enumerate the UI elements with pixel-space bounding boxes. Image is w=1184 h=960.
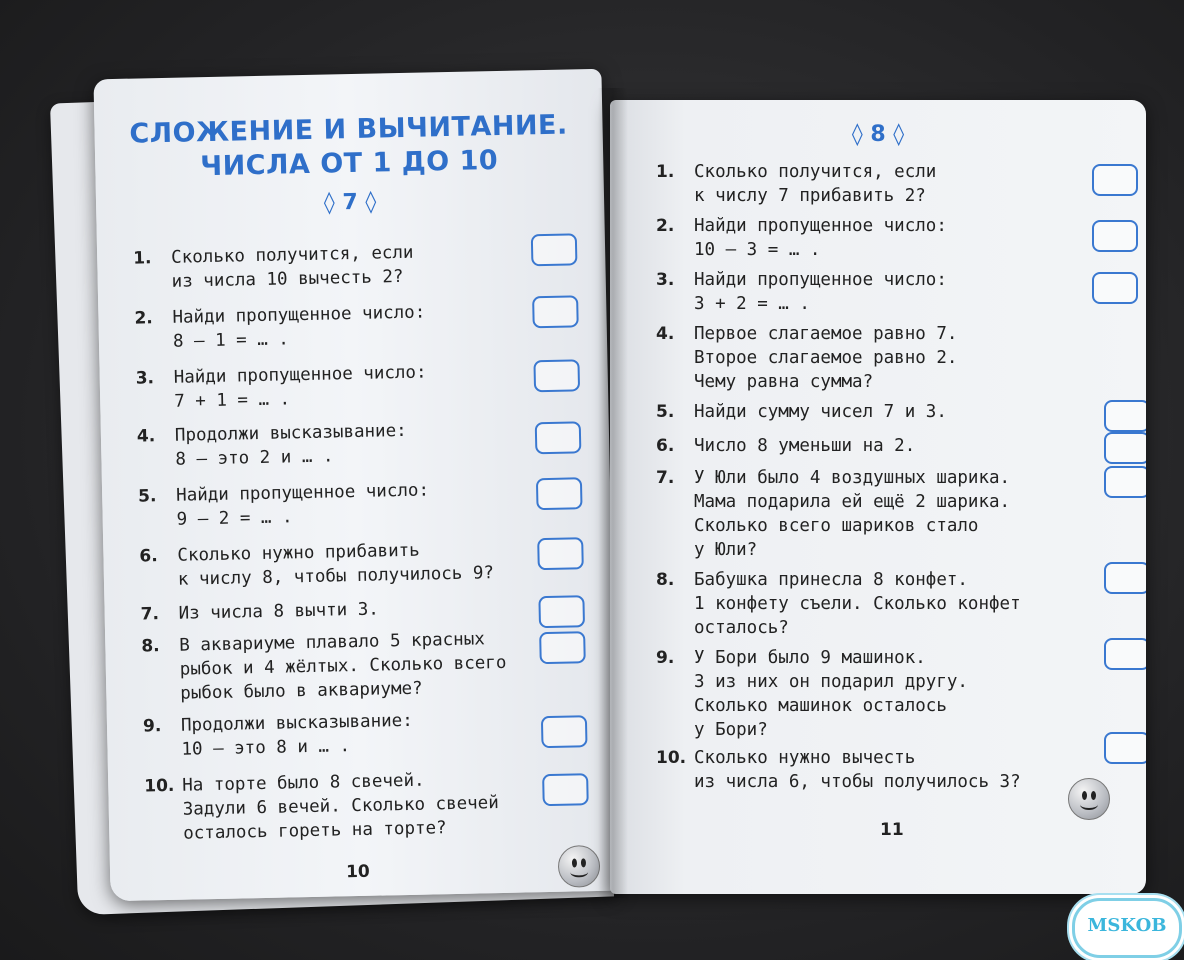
answer-box[interactable] xyxy=(1104,562,1146,594)
answer-box[interactable] xyxy=(531,233,578,266)
question-text: Найди пропущенное число: 3 + 2 = … . xyxy=(694,270,947,314)
right-page xyxy=(610,100,1146,894)
question-text: Первое слагаемое равно 7. Второе слагаемое равно 2. Чему равна сумма? xyxy=(694,324,958,392)
question-number: 10. xyxy=(656,748,687,768)
page-title-line-1: СЛОЖЕНИЕ И ВЫЧИТАНИЕ. xyxy=(129,109,569,150)
question-text: В аквариуме плавало 5 красных рыбок и 4 жёлтых. Сколько всего рыбок было в аквариуме? xyxy=(179,629,507,704)
smiley-icon xyxy=(1068,778,1110,820)
answer-box[interactable] xyxy=(532,295,579,328)
page-title-line-2: ЧИСЛА ОТ 1 ДО 10 xyxy=(200,144,499,183)
question-number: 2. xyxy=(134,308,153,329)
answer-box[interactable] xyxy=(1092,220,1138,252)
answer-box[interactable] xyxy=(538,595,585,628)
answer-box[interactable] xyxy=(537,537,584,570)
question-number: 6. xyxy=(139,546,158,567)
question-text: Продолжи высказывание: 10 – это 8 и … . xyxy=(180,710,413,760)
question-number: 7. xyxy=(140,604,160,625)
question-number: 6. xyxy=(656,436,675,456)
watermark-text: MSKOB xyxy=(1087,915,1167,936)
question-text: Сколько получится, если к числу 7 прибавить 2? xyxy=(694,162,937,206)
question-text: Сколько получится, если из числа 10 вычесть 2? xyxy=(170,242,414,292)
question-text: Найди сумму чисел 7 и 3. xyxy=(694,402,947,422)
question-number: 8. xyxy=(141,636,160,657)
question-number: 7. xyxy=(656,468,675,488)
section-number: ◊ 7 ◊ xyxy=(323,189,377,216)
question-text: У Бори было 9 машинок. 3 из них он подарил другу. Сколько машинок осталось у Бори? xyxy=(694,648,968,740)
question-text: Сколько нужно прибавить к числу 8, чтобы получилось 9? xyxy=(177,540,495,590)
page-number: 10 xyxy=(345,861,370,883)
answer-box[interactable] xyxy=(533,359,580,392)
question-number: 9. xyxy=(142,716,162,737)
page-number: 11 xyxy=(880,820,904,840)
question-text: Найди пропущенное число: 7 + 1 = … . xyxy=(173,362,427,412)
question-text: Продолжи высказывание: 8 – это 2 и … . xyxy=(174,420,407,470)
question-text: Число 8 уменьши на 2. xyxy=(694,436,916,456)
question-text: Из числа 8 вычти 3. xyxy=(178,599,380,624)
watermark-logo xyxy=(1072,898,1182,958)
question-text: Найди пропущенное число: 9 – 2 = … . xyxy=(175,480,430,530)
question-number: 9. xyxy=(656,648,675,668)
answer-box[interactable] xyxy=(1092,164,1138,196)
question-number: 1. xyxy=(133,248,152,269)
question-text: Сколько нужно вычесть из числа 6, чтобы получилось 3? xyxy=(694,748,1021,792)
question-text: Бабушка принесла 8 конфет. 1 конфету съели. Сколько конфет осталось? xyxy=(694,570,1021,638)
answer-box[interactable] xyxy=(1104,400,1146,432)
question-text: Найди пропущенное число: 10 – 3 = … . xyxy=(694,216,947,260)
question-number: 3. xyxy=(135,368,155,389)
open-workbook xyxy=(58,40,1148,920)
smiley-icon xyxy=(558,845,601,888)
question-number: 5. xyxy=(656,402,675,422)
answer-box[interactable] xyxy=(1092,272,1138,304)
answer-box[interactable] xyxy=(1104,466,1146,498)
question-number: 10. xyxy=(144,775,175,797)
question-number: 2. xyxy=(656,216,675,236)
answer-box[interactable] xyxy=(1104,432,1146,464)
section-number: ◊ 8 ◊ xyxy=(851,122,905,147)
question-number: 4. xyxy=(656,324,675,344)
answer-box[interactable] xyxy=(542,773,589,806)
question-number: 3. xyxy=(656,270,675,290)
answer-box[interactable] xyxy=(541,715,588,748)
answer-box[interactable] xyxy=(536,477,583,510)
question-text: У Юли было 4 воздушных шарика. Мама подарила ей ещё 2 шарика. Сколько всего шариков стало у Юли? xyxy=(694,468,1011,560)
question-number: 5. xyxy=(137,486,157,507)
question-number: 4. xyxy=(136,426,156,447)
answer-box[interactable] xyxy=(1104,732,1146,764)
answer-box[interactable] xyxy=(1104,638,1146,670)
answer-box[interactable] xyxy=(535,421,582,454)
book-gutter-shadow xyxy=(598,88,628,898)
question-number: 8. xyxy=(656,570,675,590)
question-text: Найди пропущенное число: 8 – 1 = … . xyxy=(172,302,426,352)
answer-box[interactable] xyxy=(539,631,586,664)
left-page xyxy=(93,69,618,901)
question-number: 1. xyxy=(656,162,675,182)
question-text: На торте было 8 свечей. Задули 6 вечей. Сколько свечей осталось гореть на торте? xyxy=(182,770,499,844)
